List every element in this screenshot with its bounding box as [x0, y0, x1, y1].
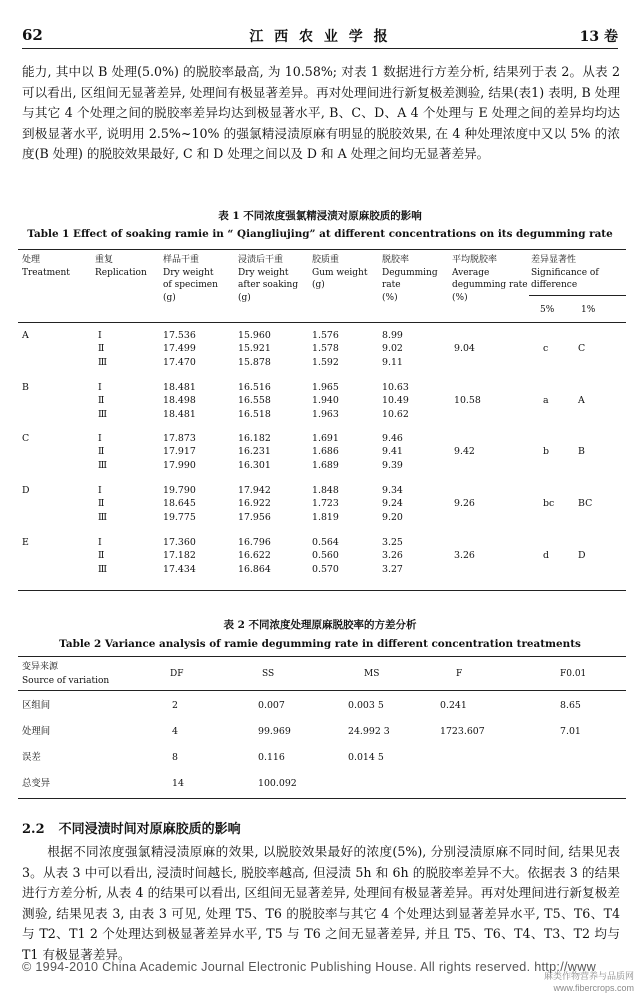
table1-header-significance: difference — [531, 280, 578, 290]
table1-cell-degumming-rate: 3.27 — [382, 563, 403, 575]
table1-cell-after-soaking: 16.864 — [238, 563, 271, 575]
table1-cell-gum-weight: 1.689 — [312, 459, 339, 471]
table1-header-rule — [18, 322, 626, 323]
table1-cell-sig-1: BC — [578, 498, 593, 510]
table1-header-replication: Replication — [95, 267, 147, 278]
table1-cell-average-rate: 9.26 — [454, 498, 475, 510]
table1-header-after-soaking: Dry weight — [238, 267, 289, 278]
table1-header-degumming-rate: (%) — [382, 292, 398, 303]
table1-header-sig-1: 1% — [581, 305, 596, 315]
table1-cell-after-soaking: 15.960 — [238, 330, 271, 341]
table1-cell-dry-weight: 17.360 — [163, 537, 196, 548]
table1-cell-average-rate: 9.42 — [454, 446, 475, 458]
table1-cell-gum-weight: 1.848 — [312, 485, 339, 496]
table1-cell-gum-weight: 1.963 — [312, 408, 339, 420]
table1-cell-dry-weight: 18.481 — [163, 408, 196, 420]
table1-cell-after-soaking: 16.922 — [238, 498, 271, 510]
table2-cell-source: 处理间 — [22, 726, 51, 737]
table1-header-gum-weight: 胶质重 — [312, 255, 340, 265]
table1-cell-dry-weight: 17.917 — [163, 446, 196, 458]
table2-caption-cn: 表 2 不同浓度处理原麻脱胶率的方差分析 — [223, 619, 417, 631]
table1-cell-replication: Ⅱ — [98, 498, 105, 510]
table2-cell-f: 1723.607 — [440, 726, 485, 737]
table1-cell-dry-weight: 17.499 — [163, 343, 196, 355]
table1-cell-dry-weight: 17.990 — [163, 459, 196, 471]
table1-header-degumming-rate: 脱胶率 — [382, 255, 410, 265]
table1-header-treatment: 处理 — [22, 255, 41, 265]
table1-cell-average-rate: 10.58 — [454, 395, 481, 407]
section-title: 不同浸渍时间对原麻胶质的影响 — [58, 822, 241, 837]
table1-cell-after-soaking: 17.956 — [238, 511, 271, 523]
table1-cell-replication: Ⅲ — [98, 356, 108, 368]
table1-cell-dry-weight: 18.481 — [163, 382, 196, 393]
table1-cell-degumming-rate: 8.99 — [382, 330, 403, 341]
site-watermark — [544, 970, 634, 994]
table1-cell-replication: Ⅲ — [98, 408, 108, 420]
table1-treatment: B — [22, 382, 29, 393]
table1-cell-degumming-rate: 9.24 — [382, 498, 403, 510]
table1-cell-degumming-rate: 9.39 — [382, 459, 403, 471]
table1-cell-replication: Ⅱ — [98, 550, 105, 562]
table1-header-degumming-rate: Degumming — [382, 267, 438, 278]
table2-cell-f: 0.241 — [440, 700, 467, 711]
table1-cell-replication: Ⅰ — [98, 537, 102, 548]
table2-header-df: DF — [170, 669, 184, 679]
table2-cell-ms: 0.014 5 — [348, 752, 384, 763]
table2-cell-f-crit: 7.01 — [560, 726, 581, 737]
table1-cell-sig-5: b — [543, 446, 550, 458]
table1-cell-after-soaking: 16.182 — [238, 433, 271, 444]
table1-cell-degumming-rate: 9.20 — [382, 511, 403, 523]
table1-header-average-rate: Average — [452, 267, 490, 278]
table1-cell-degumming-rate: 9.46 — [382, 433, 403, 444]
table1-treatment: C — [22, 433, 30, 444]
table1-caption-cn: 表 1 不同浓度强氯精浸渍对原麻胶质的影响 — [218, 210, 422, 222]
copyright-footer: © 1994-2010 China Academic Journal Electronic Publishing House. All rights reserved. http://www — [22, 960, 596, 974]
table1-header-after-soaking: (g) — [238, 292, 251, 303]
table1-cell-degumming-rate: 10.49 — [382, 395, 409, 407]
table1-cell-replication: Ⅲ — [98, 563, 108, 575]
table2-cell-ss: 0.116 — [258, 752, 285, 763]
table1-cell-degumming-rate: 9.02 — [382, 343, 403, 355]
table1-cell-dry-weight: 19.775 — [163, 511, 196, 523]
table1-cell-degumming-rate: 9.41 — [382, 446, 403, 458]
table1-cell-gum-weight: 1.691 — [312, 433, 339, 444]
table1-cell-after-soaking: 16.558 — [238, 395, 271, 407]
table1-header-average-rate: degumming rate — [452, 280, 528, 290]
table1-cell-average-rate: 3.26 — [454, 550, 475, 562]
table1-treatment: D — [22, 485, 30, 496]
table1-cell-dry-weight: 17.536 — [163, 330, 196, 341]
table2-cell-ss: 99.969 — [258, 726, 291, 737]
table1-cell-after-soaking: 16.301 — [238, 459, 271, 471]
table1-cell-dry-weight: 17.873 — [163, 433, 196, 444]
section-heading — [22, 818, 241, 837]
table1-cell-replication: Ⅰ — [98, 485, 102, 496]
table1-cell-gum-weight: 1.965 — [312, 382, 339, 393]
table2-cell-ss: 100.092 — [258, 778, 297, 789]
table1-cell-dry-weight: 19.790 — [163, 485, 196, 496]
table1-cell-replication: Ⅱ — [98, 343, 105, 355]
table1-cell-average-rate: 9.04 — [454, 343, 475, 355]
table2-cell-source: 区组间 — [22, 700, 51, 711]
table2-bottom-rule — [18, 798, 626, 799]
table1-cell-sig-1: D — [578, 550, 586, 562]
table2-header-f-crit: F0.01 — [560, 669, 587, 679]
page-number: 62 — [22, 26, 43, 44]
table1-top-rule — [18, 249, 626, 250]
table2-cell-ss: 0.007 — [258, 700, 285, 711]
table1-header-dry-weight: (g) — [163, 292, 176, 303]
table1-cell-after-soaking: 17.942 — [238, 485, 271, 496]
table2-cell-df: 8 — [172, 752, 178, 763]
table1-treatment: A — [22, 330, 29, 341]
table1-cell-replication: Ⅱ — [98, 446, 105, 458]
table2-cell-df: 2 — [172, 700, 178, 711]
table1-caption-en: Table 1 Effect of soaking ramie in “ Qiangliujing” at different concentrations on its degumming rate — [27, 228, 613, 240]
volume-label: 13 卷 — [579, 29, 618, 45]
table1-cell-gum-weight: 1.578 — [312, 343, 339, 355]
table1-treatment: E — [22, 537, 29, 548]
table1-cell-after-soaking: 16.518 — [238, 408, 271, 420]
table2-header-ss: SS — [262, 669, 275, 679]
watermark-line: www.fibercrops.com — [553, 983, 634, 993]
table1-cell-gum-weight: 1.576 — [312, 330, 339, 341]
table2-cell-source: 总变异 — [22, 778, 51, 789]
journal-title: 江 西 农 业 学 报 — [249, 29, 391, 45]
table1-cell-degumming-rate: 10.63 — [382, 382, 409, 393]
table1-cell-dry-weight: 17.182 — [163, 550, 196, 562]
table1-cell-dry-weight: 17.470 — [163, 356, 196, 368]
table1-cell-sig-1: A — [578, 395, 585, 407]
table2-header-source: 变异来源 — [22, 662, 59, 672]
table1-cell-replication: Ⅲ — [98, 459, 108, 471]
table1-cell-sig-5: a — [543, 395, 549, 407]
table1-cell-after-soaking: 16.622 — [238, 550, 271, 562]
table2-header-ms: MS — [364, 669, 380, 679]
table1-cell-sig-1: C — [578, 343, 586, 355]
table2-cell-df: 4 — [172, 726, 178, 737]
table2-header-source: Source of variation — [22, 676, 110, 686]
section-paragraph: 根据不同浓度强氯精浸渍原麻的效果, 以脱胶效果最好的浓度(5%), 分别浸渍原麻不同时间, 结果见表 3。从表 3 中可以看出, 浸渍时间越长, 脱胶率越高, 但浸渍 5h 和 6h 的脱胶率差异不大。依据表 3 的结果进行方差分析, 从表 4 的结果可以看出, 区组间无显著差异, 处理间有极显著差异。再对处理间进行新复极差测验, 结果见表 3, 由表 3 可见, 处理 T5、T6 的脱胶率与其它 4 个处理达到显著差异水平, T5、T6、T4 与 T2、T1 2 个处理达到极显著差异水平, T5 与 T6 之间无显著差异, 并且 T5、T6、T4、T3、T2 均与 T1 有极显著差异。 — [22, 844, 620, 962]
table1-cell-after-soaking: 15.878 — [238, 356, 271, 368]
table1-cell-degumming-rate: 3.25 — [382, 537, 403, 548]
table2-cell-source: 误差 — [22, 752, 41, 763]
table1-cell-after-soaking: 16.231 — [238, 446, 271, 458]
table1-cell-sig-1: B — [578, 446, 585, 458]
table1-cell-dry-weight: 18.645 — [163, 498, 196, 510]
table1-header-replication: 重复 — [95, 255, 114, 265]
table2-cell-ms: 24.992 3 — [348, 726, 390, 737]
table2-cell-ms: 0.003 5 — [348, 700, 384, 711]
table1-header-after-soaking: 浸渍后干重 — [238, 255, 284, 265]
table1-cell-after-soaking: 16.516 — [238, 382, 271, 393]
table1-cell-replication: Ⅰ — [98, 433, 102, 444]
table2-cell-f-crit: 8.65 — [560, 700, 581, 711]
table1-cell-gum-weight: 1.592 — [312, 356, 339, 368]
table1-header-gum-weight: Gum weight — [312, 267, 368, 278]
table1-header-average-rate: 平均脱胶率 — [452, 255, 498, 265]
table1-cell-gum-weight: 1.819 — [312, 511, 339, 523]
table2-top-rule — [18, 656, 626, 657]
table1-cell-gum-weight: 1.940 — [312, 395, 339, 407]
table1-header-dry-weight: of specimen — [163, 280, 218, 290]
table1-cell-gum-weight: 1.686 — [312, 446, 339, 458]
table1-header-sig-5: 5% — [540, 305, 555, 315]
table1-header-gum-weight: (g) — [312, 280, 325, 290]
table1-header-after-soaking: after soaking — [238, 280, 299, 290]
table1-cell-dry-weight: 17.434 — [163, 563, 196, 575]
table1-cell-degumming-rate: 3.26 — [382, 550, 403, 562]
table1-cell-degumming-rate: 9.11 — [382, 356, 403, 368]
table1-cell-gum-weight: 1.723 — [312, 498, 339, 510]
table2-caption-en: Table 2 Variance analysis of ramie degumming rate in different concentration treatments — [59, 638, 581, 650]
table1-header-dry-weight: Dry weight — [163, 267, 214, 278]
table1-cell-replication: Ⅱ — [98, 395, 105, 407]
table1-cell-gum-weight: 0.560 — [312, 550, 339, 562]
table1-cell-degumming-rate: 10.62 — [382, 408, 409, 420]
table1-header-degumming-rate: rate — [382, 280, 401, 290]
table1-significance-rule — [529, 295, 626, 296]
table1-cell-replication: Ⅰ — [98, 382, 102, 393]
table1-cell-sig-5: bc — [543, 498, 555, 510]
table1-header-significance: 差异显著性 — [531, 255, 577, 265]
table1-header-dry-weight: 样品干重 — [163, 255, 200, 265]
table1-cell-after-soaking: 16.796 — [238, 537, 271, 548]
section-number: 2.2 — [22, 822, 45, 837]
table1-cell-gum-weight: 0.570 — [312, 563, 339, 575]
table1-cell-sig-5: c — [543, 343, 549, 355]
table1-header-average-rate: (%) — [452, 292, 468, 303]
table1-header-treatment: Treatment — [22, 267, 70, 278]
table1-header-significance: Significance of — [531, 267, 599, 278]
table1-bottom-rule — [18, 590, 626, 591]
table1-cell-replication: Ⅲ — [98, 511, 108, 523]
table1-cell-dry-weight: 18.498 — [163, 395, 196, 407]
intro-paragraph: 能力, 其中以 B 处理(5.0%) 的脱胶率最高, 为 10.58%; 对表 1 数据进行方差分析, 结果列于表 2。从表 2 可以看出, 区组间无显著差异, 处理间有极显著差异。再对处理间进行新复极差测验, 结果(表1) 表明, B 处理与其它 4 个处理之间的脱胶率差异均达到极显著水平, B、C、D、A 4 个处理与 E 处理之间的差异均均达到极显著水平, 说明用 2.5%~10% 的强氯精浸渍原麻有明显的脱胶效果, 在 4 种处理浓度中又以 5% 的浓度(B 处理) 的脱胶效果最好, C 和 D 处理之间以及 D 和 A 处理之间均无显著差异。 — [22, 64, 620, 162]
table2-header-rule — [18, 690, 626, 691]
running-header — [22, 22, 618, 49]
table1-cell-gum-weight: 0.564 — [312, 537, 339, 548]
table1-cell-replication: Ⅰ — [98, 330, 102, 341]
table1-cell-after-soaking: 15.921 — [238, 343, 271, 355]
table1-cell-sig-5: d — [543, 550, 550, 562]
table1-cell-degumming-rate: 9.34 — [382, 485, 403, 496]
table2-header-f: F — [456, 669, 463, 679]
table2-cell-df: 14 — [172, 778, 184, 789]
watermark-line: 麻类作物营养与品质网 — [543, 971, 634, 981]
